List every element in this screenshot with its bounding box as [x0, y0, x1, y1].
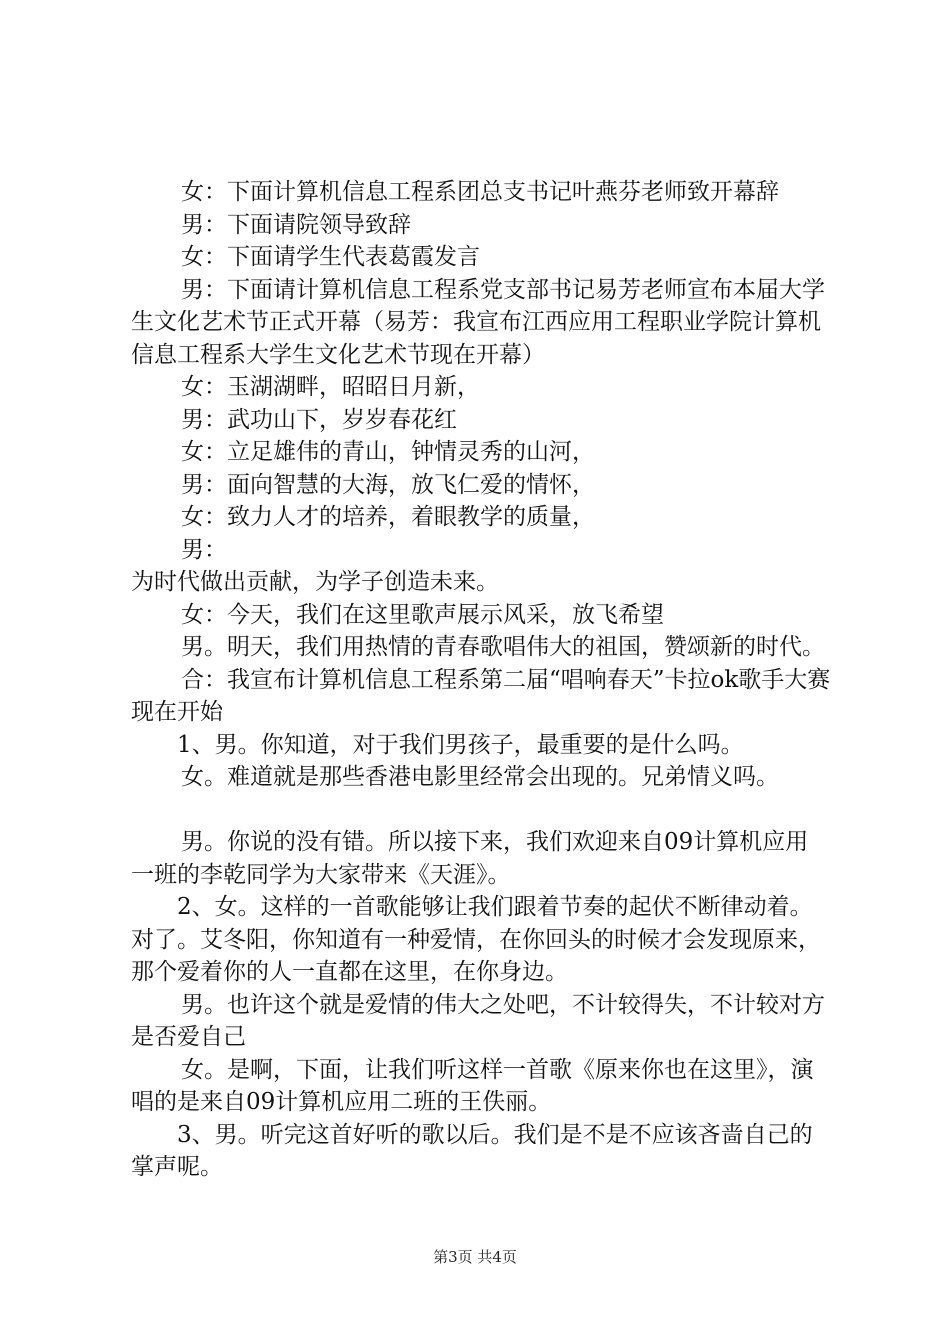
paragraph: 2、女。这样的一首歌能够让我们跟着节奏的起伏不断律动着。对了。艾冬阳，你知道有一种爱情，在你回头的时候才会发现原来，那个爱着你的人一直都在这里，在你身边。: [131, 894, 821, 985]
paragraph: 女：下面请学生代表葛霞发言: [181, 244, 480, 270]
paragraph: 为时代做出贡献，为学子创造未来。: [131, 569, 499, 595]
paragraph: 女：今天，我们在这里歌声展示风采，放飞希望: [181, 601, 664, 628]
paragraph: 男：武功山下，岁岁春花红: [181, 406, 457, 433]
paragraph: 女。难道就是那些香港电影里经常会出现的。兄弟情义吗。: [181, 764, 779, 790]
paragraph: 男：面向智慧的大海，放飞仁爱的情怀，: [181, 471, 595, 498]
paragraph: 合：我宣布计算机信息工程系第二届“唱响春天”卡拉ok歌手大赛现在开始: [131, 666, 831, 725]
paragraph: 男。也许这个就是爱情的伟大之处吧，不计较得失，不计较对方是否爱自己: [131, 991, 825, 1050]
paragraph: 男。你说的没有错。所以接下来，我们欢迎来自09计算机应用一班的李乾同学为大家带来《天涯》。: [131, 829, 809, 888]
paragraph: 女。是啊，下面，让我们听这样一首歌《原来你也在这里》，演唱的是来自09计算机应用二班的王佚丽。: [131, 1056, 814, 1115]
paragraph: 女：致力人才的培养，着眼教学的质量，: [181, 504, 595, 530]
blank-line: [131, 794, 831, 827]
paragraph: 男：下面请院领导致辞: [181, 211, 411, 238]
paragraph: 女：玉湖湖畔，昭昭日月新，: [181, 374, 480, 400]
paragraph: 女：立足雄伟的青山，钟情灵秀的山河，: [181, 439, 595, 465]
paragraph: 1、男。你知道，对于我们男孩子，最重要的是什么吗。: [177, 731, 744, 758]
paragraph: 男：下面请计算机信息工程系党支部书记易芳老师宣布本届大学生文化艺术节正式开幕（易芳：我宣布江西应用工程职业学院计算机信息工程系大学生文化艺术节现在开幕）: [131, 276, 825, 368]
paragraph: 男。明天，我们用热情的青春歌唱伟大的祖国，赞颂新的时代。: [181, 634, 825, 660]
paragraph: 3、男。听完这首好听的歌以后。我们是不是不应该吝啬自己的掌声呢。: [131, 1121, 813, 1180]
page-footer: 第3页 共4页: [433, 1248, 517, 1266]
document-body: [131, 176, 831, 1184]
paragraph: 女：下面计算机信息工程系团总支书记叶燕芬老师致开幕辞: [181, 179, 779, 205]
paragraph: 男：: [181, 536, 227, 563]
